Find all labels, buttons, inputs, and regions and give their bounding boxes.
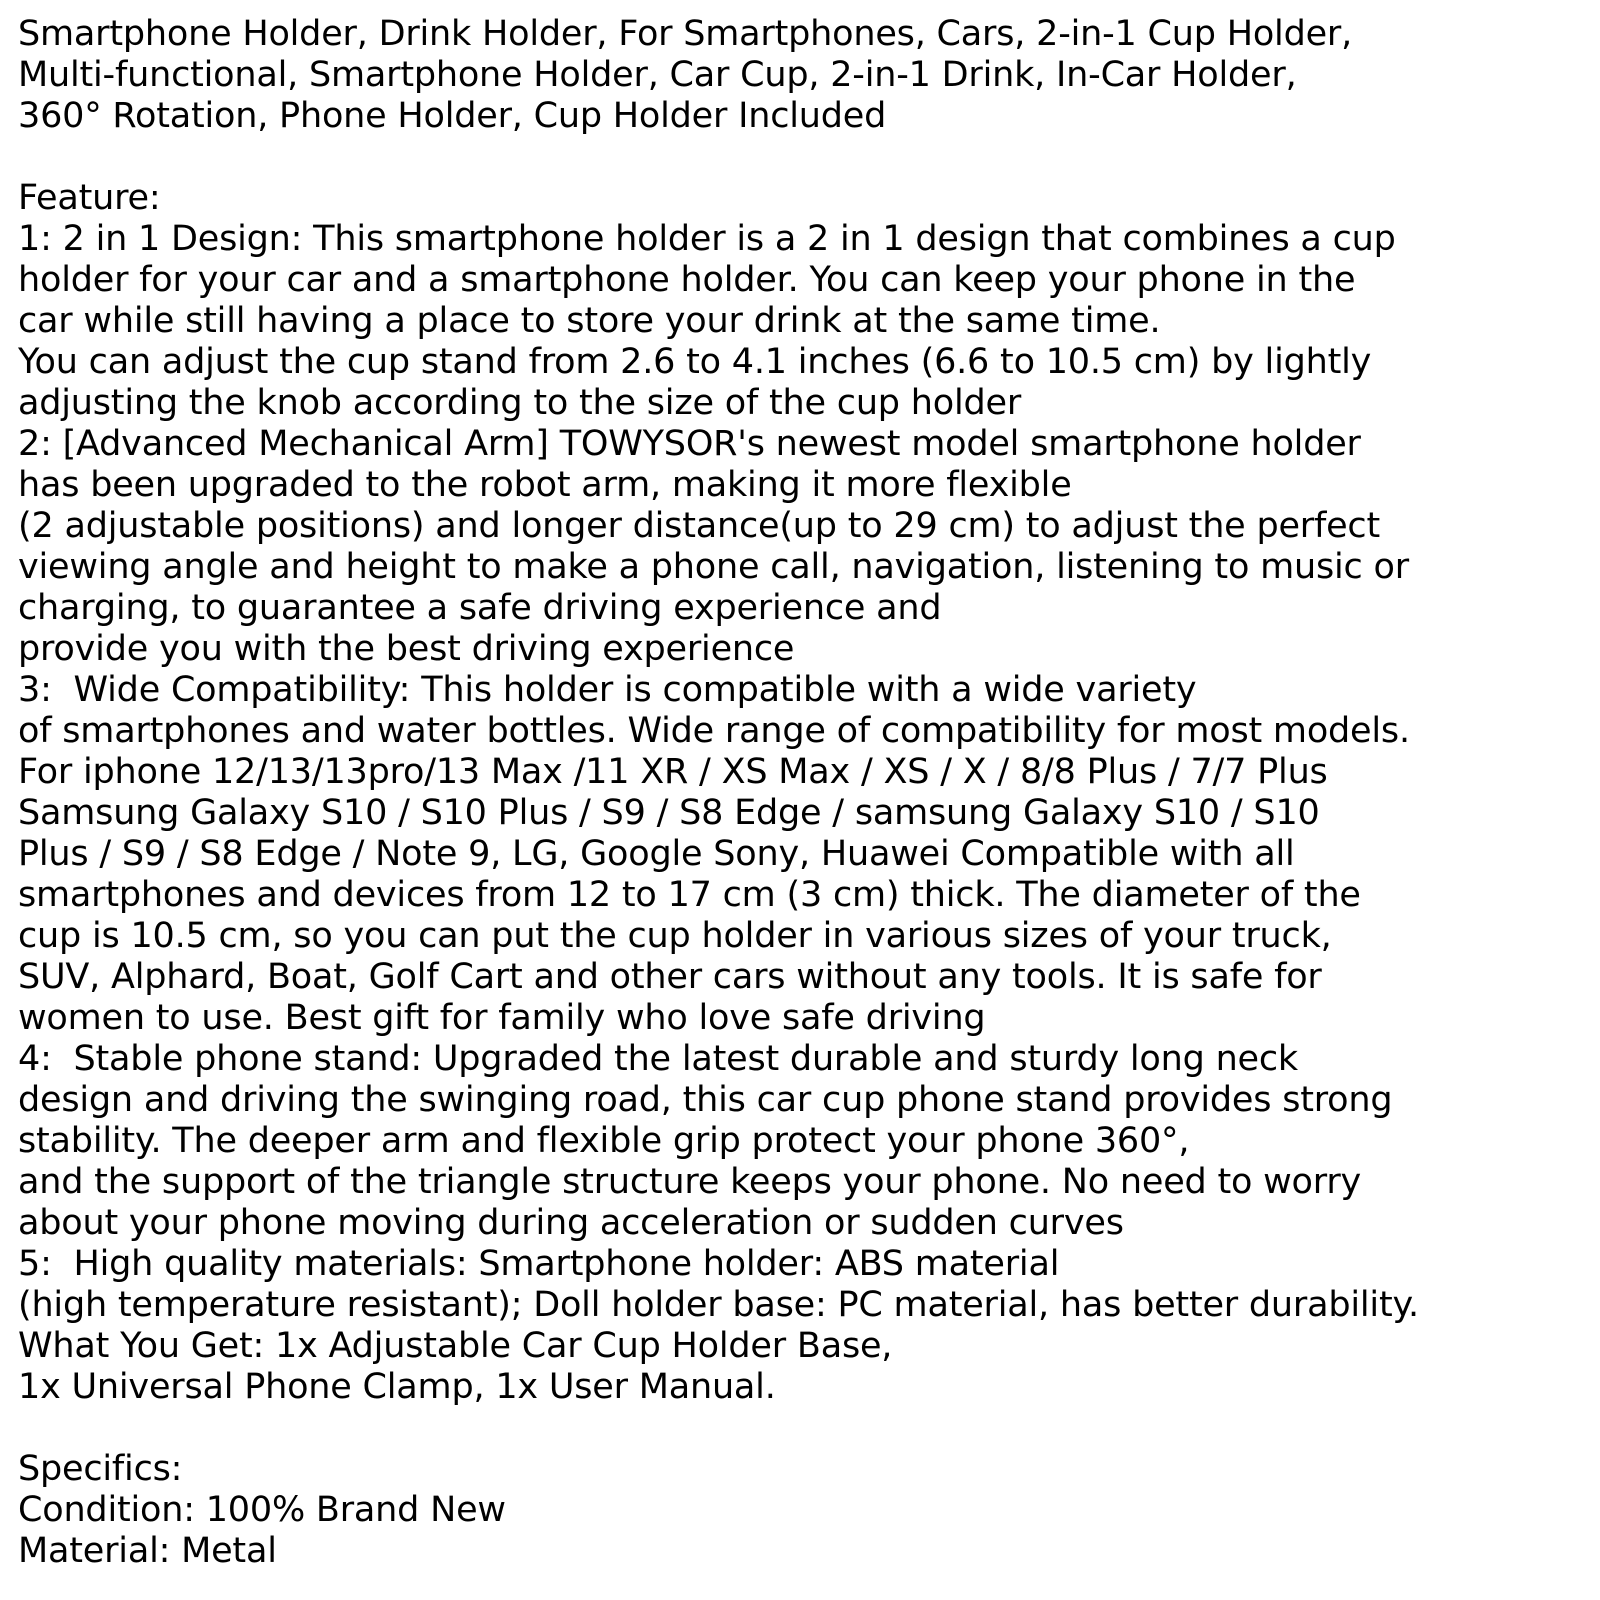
feature-line: 1x Universal Phone Clamp, 1x User Manual.: [18, 1367, 776, 1407]
feature-line: adjusting the knob according to the size of the cup holder: [18, 383, 1022, 423]
feature-line: (high temperature resistant); Doll holder base: PC material, has better durability.: [18, 1285, 1419, 1325]
specifics-line: Condition: 100% Brand New: [18, 1490, 506, 1530]
feature-line: What You Get: 1x Adjustable Car Cup Holder Base,: [18, 1326, 893, 1366]
feature-line: stability. The deeper arm and flexible grip protect your phone 360°,: [18, 1121, 1190, 1161]
feature-line: smartphones and devices from 12 to 17 cm (3 cm) thick. The diameter of the: [18, 875, 1361, 915]
title-line: Smartphone Holder, Drink Holder, For Smartphones, Cars, 2-in-1 Cup Holder,: [18, 14, 1353, 54]
spacer: [18, 137, 1578, 178]
title-line: Multi-functional, Smartphone Holder, Car Cup, 2-in-1 Drink, In-Car Holder,: [18, 55, 1297, 95]
spacer: [18, 1408, 1578, 1449]
feature-line: Samsung Galaxy S10 / S10 Plus / S9 / S8 Edge / samsung Galaxy S10 / S10: [18, 793, 1320, 833]
feature-line: about your phone moving during acceleration or sudden curves: [18, 1203, 1124, 1243]
feature-line: design and driving the swinging road, this car cup phone stand provides strong: [18, 1080, 1393, 1120]
feature-section: [18, 178, 1578, 1408]
product-title: [18, 14, 1578, 137]
feature-line: You can adjust the cup stand from 2.6 to 4.1 inches (6.6 to 10.5 cm) by lightly: [18, 342, 1372, 382]
feature-line: 3: Wide Compatibility: This holder is compatible with a wide variety: [18, 670, 1197, 710]
feature-line: SUV, Alphard, Boat, Golf Cart and other cars without any tools. It is safe for: [18, 957, 1322, 997]
feature-heading: Feature:: [18, 178, 161, 218]
feature-line: 1: 2 in 1 Design: This smartphone holder is a 2 in 1 design that combines a cup: [18, 219, 1396, 259]
feature-line: cup is 10.5 cm, so you can put the cup holder in various sizes of your truck,: [18, 916, 1332, 956]
feature-line: 4: Stable phone stand: Upgraded the latest durable and sturdy long neck: [18, 1039, 1299, 1079]
specifics-line: Material: Metal: [18, 1531, 277, 1571]
feature-line: provide you with the best driving experience: [18, 629, 795, 669]
feature-line: Plus / S9 / S8 Edge / Note 9, LG, Google Sony, Huawei Compatible with all: [18, 834, 1295, 874]
feature-line: 2: [Advanced Mechanical Arm] TOWYSOR's newest model smartphone holder: [18, 424, 1361, 464]
feature-line: For iphone 12/13/13pro/13 Max /11 XR / XS Max / XS / X / 8/8 Plus / 7/7 Plus: [18, 752, 1328, 792]
feature-line: charging, to guarantee a safe driving experience and: [18, 588, 942, 628]
specifics-heading: Specifics:: [18, 1449, 183, 1489]
feature-line: viewing angle and height to make a phone call, navigation, listening to music or: [18, 547, 1409, 587]
feature-line: (2 adjustable positions) and longer distance(up to 29 cm) to adjust the perfect: [18, 506, 1381, 546]
feature-line: holder for your car and a smartphone holder. You can keep your phone in the: [18, 260, 1356, 300]
feature-line: car while still having a place to store your drink at the same time.: [18, 301, 1161, 341]
specifics-section: [18, 1449, 1578, 1572]
feature-line: 5: High quality materials: Smartphone holder: ABS material: [18, 1244, 1060, 1284]
feature-line: and the support of the triangle structure keeps your phone. No need to worry: [18, 1162, 1362, 1202]
title-line: 360° Rotation, Phone Holder, Cup Holder Included: [18, 96, 887, 136]
feature-line: has been upgraded to the robot arm, making it more flexible: [18, 465, 1072, 505]
feature-line: women to use. Best gift for family who love safe driving: [18, 998, 986, 1038]
feature-line: of smartphones and water bottles. Wide range of compatibility for most models.: [18, 711, 1410, 751]
